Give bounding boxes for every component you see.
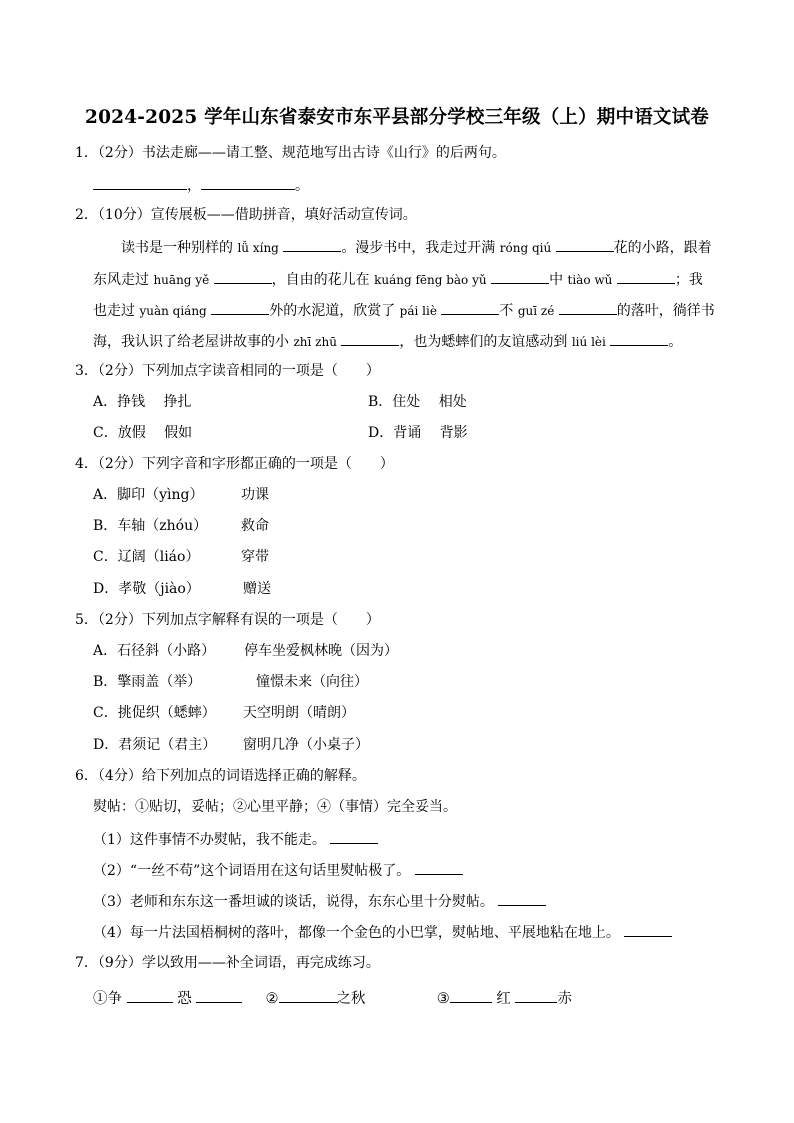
- text-segment: 也走过: [93, 303, 135, 319]
- answer-blank[interactable]: [491, 268, 549, 284]
- option-D-phrase: 窗明几净（小桌子）: [243, 737, 369, 753]
- idiom-1-part: 恐: [177, 991, 192, 1007]
- pinyin: guī zé: [517, 304, 555, 318]
- pinyin: kuáng fēng bào yǔ: [374, 273, 487, 287]
- sentence-4: [93, 921, 672, 943]
- text-segment: ，也为蟋蟀们的友谊感动到: [399, 334, 568, 350]
- pinyin: pái liè: [399, 304, 437, 318]
- option-B[interactable]: B．住处 相处: [368, 394, 467, 410]
- sentence-text: （1）这件事情不办熨帖，我不能走。: [93, 832, 326, 848]
- answer-blank[interactable]: [330, 828, 378, 844]
- page-title: 2024-2025 学年山东省泰安市东平县部分学校三年级（上）期中语文试卷: [85, 107, 709, 128]
- pinyin: tiào wǔ: [567, 273, 613, 287]
- sentence-2: [93, 859, 463, 881]
- option-A[interactable]: A．石径斜（小路）: [93, 643, 216, 659]
- text-segment: 。漫步书中，我走过开满: [341, 240, 496, 256]
- question-2: 2．（10分）宣传展板——借助拼音，填好活动宣传词。: [75, 207, 417, 223]
- sentence-text: （3）老师和东东这一番坦诚的谈话，说得，东东心里十分熨帖。: [93, 894, 494, 910]
- answer-blank[interactable]: [279, 987, 337, 1003]
- idiom-3-part: 赤: [557, 991, 572, 1007]
- question-4: 4．（2分）下列字音和字形都正确的一项是（ ）: [75, 456, 394, 472]
- answer-blank[interactable]: [196, 987, 242, 1003]
- option-C[interactable]: C．挑促织（蟋蟀）: [93, 705, 216, 721]
- idiom-3-part: 红: [496, 991, 511, 1007]
- option-C-phrase: 天空明朗（晴朗）: [243, 705, 355, 721]
- question-2-paragraph-line-4: [93, 330, 682, 352]
- option-A[interactable]: A．脚印（yìng）: [93, 487, 204, 503]
- sentence-1: [93, 828, 378, 850]
- question-2-paragraph-line-2: [93, 268, 703, 290]
- idiom-2-part: 之秋: [336, 991, 366, 1007]
- answer-blank[interactable]: [556, 236, 614, 252]
- option-A-phrase: 停车坐爱枫林晚（因为）: [244, 643, 398, 659]
- text-segment: 不: [499, 303, 514, 319]
- question-3: 3．（2分）下列加点字读音相同的一项是（ ）: [75, 363, 380, 379]
- option-D[interactable]: D．君须记（君主）: [93, 737, 217, 753]
- answer-blank[interactable]: [341, 330, 399, 346]
- pinyin: liú lèi: [571, 335, 606, 349]
- answer-blank[interactable]: [441, 299, 499, 315]
- answer-blank[interactable]: [617, 268, 675, 284]
- sentence-text: （2）“一丝不苟”这个词语用在这句话里熨帖极了。: [93, 863, 411, 879]
- text-segment: 外的水泥道，欣赏了: [269, 303, 396, 319]
- idiom-1-part: ①争: [93, 991, 122, 1007]
- option-A[interactable]: A．挣钱 挣扎: [93, 394, 192, 410]
- answer-blank[interactable]: [127, 987, 173, 1003]
- text-segment: 海，我认识了给老屋讲故事的小: [93, 334, 289, 350]
- option-D-word: 赠送: [243, 581, 271, 597]
- option-C-word: 穿带: [241, 549, 269, 565]
- answer-blank[interactable]: [211, 299, 269, 315]
- answer-blank[interactable]: [283, 236, 341, 252]
- text-segment: 的落叶，徜徉书: [616, 303, 715, 319]
- text-segment: 读书是一种别样的: [121, 240, 233, 256]
- pinyin: zhī zhū: [293, 335, 337, 349]
- period: 。: [295, 178, 309, 194]
- sentence-text: （4）每一片法国梧桐树的落叶，都像一个金色的小巴掌，熨帖地、平展地粘在地上。: [93, 925, 620, 941]
- idiom-3-part: ③: [436, 991, 450, 1007]
- definition: 熨帖：①贴切，妥帖；②心里平静；④（事情）完全妥当。: [93, 799, 457, 815]
- answer-blank[interactable]: [214, 268, 272, 284]
- question-2-paragraph-line-3: [93, 299, 715, 321]
- option-A-word: 功课: [241, 487, 269, 503]
- pinyin: yuàn qiáng: [139, 304, 207, 318]
- option-C[interactable]: C．放假 假如: [93, 425, 193, 441]
- pinyin: róng qiú: [499, 241, 552, 255]
- answer-blank[interactable]: [624, 921, 672, 937]
- sentence-3: [93, 890, 546, 912]
- idiom-2-part: ②: [265, 991, 279, 1007]
- answer-blank[interactable]: [559, 299, 617, 315]
- option-B-phrase: 憧憬未来（向往）: [256, 674, 368, 690]
- answer-blank[interactable]: [450, 987, 492, 1003]
- question-1: 1．（2分）书法走廊——请工整、规范地写出古诗《山行》的后两句。: [75, 145, 506, 161]
- question-5: 5．（2分）下列加点字解释有误的一项是（ ）: [75, 612, 380, 628]
- pinyin: lǚ xíng: [237, 241, 279, 255]
- option-D[interactable]: D．背诵 背影: [368, 425, 468, 441]
- answer-blank[interactable]: [415, 859, 463, 875]
- answer-blank[interactable]: [93, 174, 187, 190]
- text-segment: 中: [549, 272, 564, 288]
- question-1-answer-line: [93, 174, 309, 196]
- option-B[interactable]: B．车轴（zhóu）: [93, 518, 208, 534]
- answer-blank[interactable]: [610, 330, 668, 346]
- question-6: 6．（4分）给下列加点的词语选择正确的解释。: [75, 768, 366, 784]
- text-segment: 东风走过: [93, 272, 149, 288]
- text-segment: 。: [668, 334, 683, 350]
- answer-blank[interactable]: [498, 890, 546, 906]
- question-7: 7．（9分）学以致用——补全词语，再完成练习。: [75, 955, 380, 971]
- pinyin: huāng yě: [153, 273, 210, 287]
- question-2-paragraph-line-1: [121, 236, 712, 258]
- option-B[interactable]: B．擎雨盖（举）: [93, 674, 202, 690]
- text-segment: 花的小路，跟着: [613, 240, 712, 256]
- option-C[interactable]: C．辽阔（liáo）: [93, 549, 200, 565]
- option-D[interactable]: D．孝敬（jiào）: [93, 581, 200, 597]
- option-B-word: 救命: [241, 518, 269, 534]
- text-segment: ；我: [674, 272, 703, 288]
- comma: ，: [187, 178, 201, 194]
- answer-blank[interactable]: [201, 174, 295, 190]
- text-segment: ，自由的花儿在: [271, 272, 370, 288]
- idiom-row: [93, 987, 572, 1009]
- answer-blank[interactable]: [515, 987, 557, 1003]
